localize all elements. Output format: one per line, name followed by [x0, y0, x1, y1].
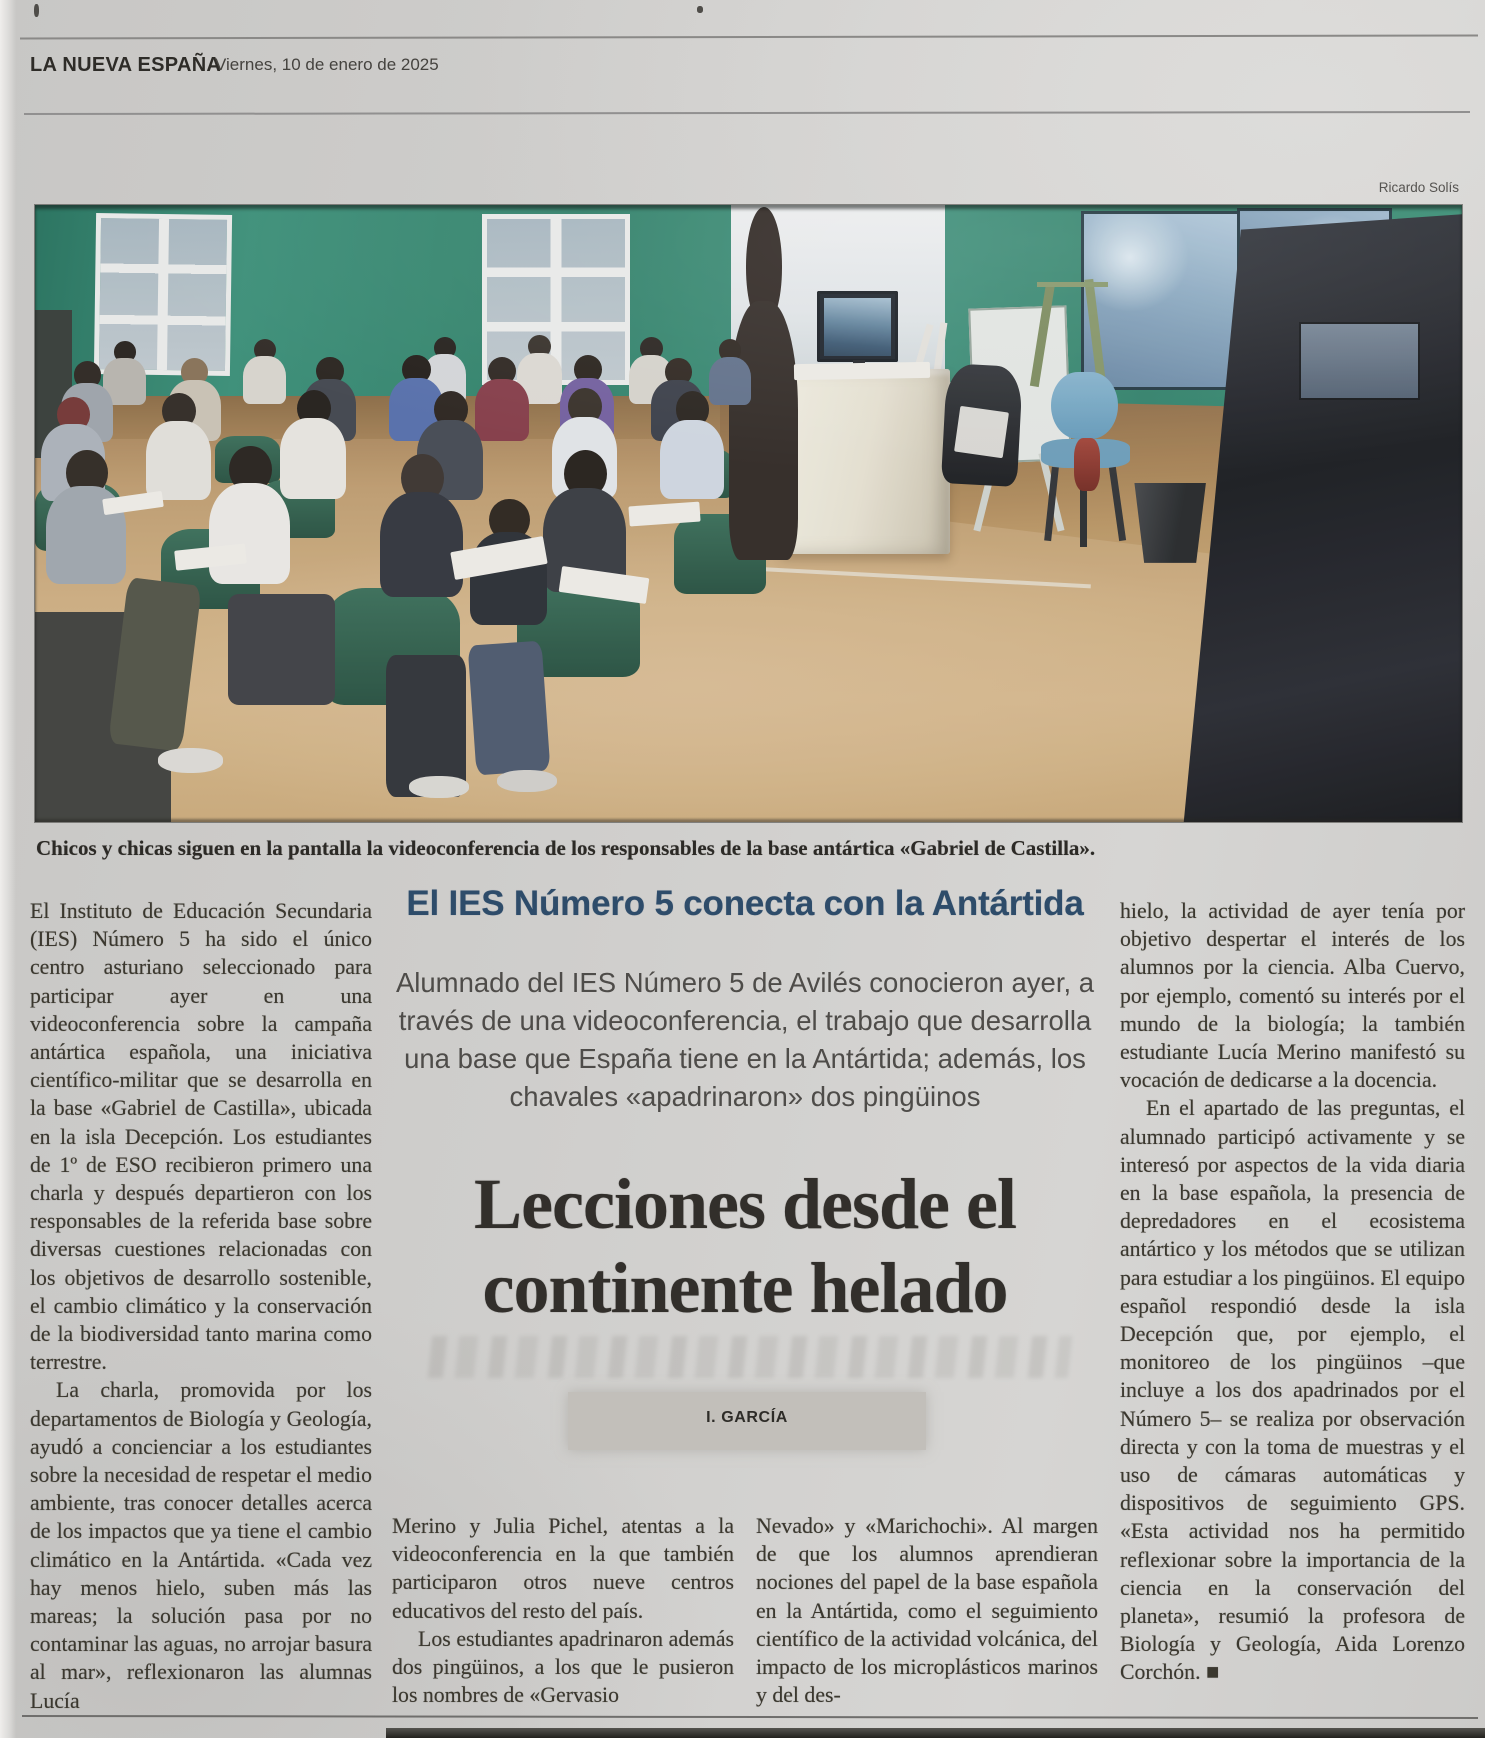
body-paragraph: En el apartado de las preguntas, el alumnado participó activamente y se interesó por aspectos de la vida diaria en la base española, la presencia de depredadores en el ecosistema antártico y los métodos que se utilizan para estudiar a los pingüinos. El equipo español respondió desde la isla Decepción que, por ejemplo, el monitoreo de los pingüinos –que incluye a los dos apadrinados por el Número 5– se realiza por observación directa y con la toma de muestras y el uso de cámaras automáticas y dispositivos de seguimiento GPS. «Esta actividad nos ha permitido reflexionar sobre la importancia de la ciencia en la conservación del planeta», resumió la profesora de Biología y Geología, Aida Lorenzo Corchón. ■ [1120, 1096, 1465, 1685]
article-column-1 [30, 897, 372, 1715]
byline-band [568, 1392, 926, 1450]
next-article-edge [386, 1728, 1485, 1738]
top-rule [20, 34, 1478, 39]
newspaper-logo: LA NUEVA ESPAÑA [30, 54, 222, 76]
photo-credit: Ricardo Solís [1378, 180, 1459, 195]
bottom-rule [22, 1715, 1478, 1719]
article-photo [35, 205, 1462, 822]
stand-frame [1037, 282, 1108, 287]
byline: I. GARCÍA [706, 1409, 788, 1426]
fire-extinguisher [1074, 438, 1100, 491]
headline-line: Lecciones desde el [474, 1164, 1016, 1244]
body-paragraph: El Instituto de Educación Secundaria (IES) Número 5 ha sido el único centro asturiano seleccionado para participar ayer en una videoconferencia sobre la campaña antártica española, una iniciativa científico-militar que se desarrolla en la base «Gabriel de Castilla», ubicada en la isla Decepción. Los estudiantes de 1º de ESO recibieron primero una charla y después departieron con los responsables de la referida base sobre diversas cuestiones relacionadas con los objetivos de desarrollo sostenible, el cambio climático y la conservación de la biodiversidad tanto marina como terrestre. [30, 899, 372, 1375]
body-paragraph: Merino y Julia Pichel, atentas a la videoconferencia en la que también participaron otros nueve centros educativos del resto del país. [392, 1514, 734, 1623]
student-figure [709, 357, 752, 405]
body-paragraph: hielo, la actividad de ayer tenía por objetivo despertar el interés de los alumnos por la ciencia. Alba Cuervo, por ejemplo, comentó su interés por el mundo de la biología; la también estudiante Lucía Merino manifestó su vocación de dedicarse a la docencia. [1120, 899, 1465, 1093]
header-rule [24, 111, 1470, 115]
podium-papers [794, 362, 930, 380]
blue-chair-back [1051, 372, 1118, 440]
masthead [30, 54, 439, 84]
podium [781, 369, 949, 554]
edition-date: Viernes, 10 de enero de 2025 [215, 55, 439, 74]
scan-speck [697, 6, 703, 13]
sneaker [158, 748, 224, 773]
tv-panel [1299, 322, 1420, 400]
sneaker [497, 770, 557, 792]
body-paragraph: Los estudiantes apadrinaron además dos pingüinos, a los que le pusieron los nombres de «Gervasio [392, 1626, 734, 1708]
sneaker [409, 776, 469, 798]
headline-line: continente helado [482, 1248, 1008, 1328]
kicker-headline: El IES Número 5 conecta con la Antártida [406, 884, 1084, 923]
body-paragraph: La charla, promovida por los departamentos de Biología y Geología, ayudó a concienciar a los estudiantes sobre la necesidad de respetar el medio ambiente, tras conocer detalles acerca de los impactos que ya tiene el cambio climático en la Antártida. «Cada vez hay menos hielo, suben más las mareas; la solución pasa por no contaminar las aguas, no arrojar basura al mar», reflexionaron las alumnas Lucía [30, 1378, 372, 1713]
article-column-2 [392, 1512, 734, 1709]
floor-papers [954, 405, 1008, 458]
legs [467, 641, 550, 775]
photo-caption: Chicos y chicas siguen en la pantalla la videoconferencia de los responsables de la base antártica «Gabriel de Castilla». [36, 836, 1096, 860]
scan-speck [34, 4, 39, 17]
headline-block [390, 884, 1100, 1330]
student-figure [660, 420, 724, 499]
projection-screen [1081, 211, 1240, 390]
student-figure [209, 483, 290, 585]
legs [228, 594, 335, 705]
student-figure [243, 356, 286, 404]
student-figure [380, 492, 463, 597]
main-headline [390, 1162, 1100, 1330]
article-column-4 [1120, 897, 1465, 1687]
standfirst: Alumnado del IES Número 5 de Avilés conocieron ayer, a través de una videoconferencia, el trabajo que desarrolla una base que España tiene en la Antártida; además, los chavales «apadrinaron» dos pingüinos [395, 967, 1095, 1112]
student-figure [146, 421, 210, 500]
body-paragraph: Nevado» y «Marichochi». Al margen de que los alumnos aprendieran nociones del papel de la base española en la Antártida, como el seguimiento científico de la actividad volcánica, del impacto de los microplásticos marinos y del des- [756, 1514, 1098, 1708]
videoconference-monitor [817, 291, 898, 362]
presenter-figure [729, 301, 799, 560]
classroom-photo-illustration [35, 205, 1462, 822]
article-column-3 [756, 1512, 1098, 1709]
print-showthrough [428, 1336, 1072, 1378]
